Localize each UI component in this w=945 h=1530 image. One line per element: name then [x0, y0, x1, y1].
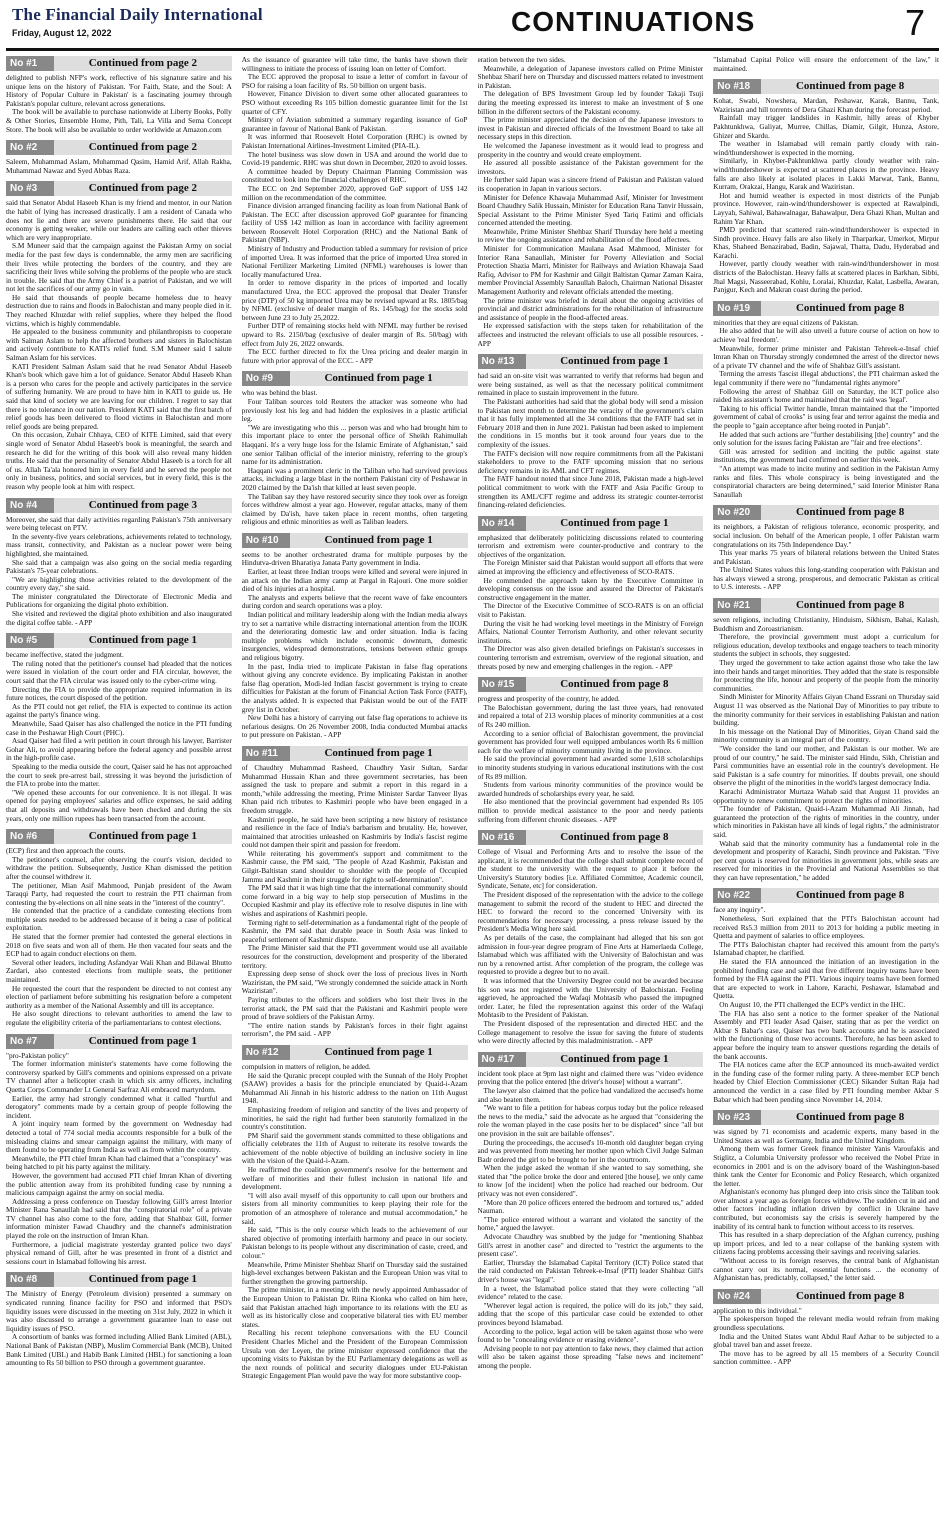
story-paragraph: eration between the two sides.	[477, 56, 566, 64]
story-paragraph: Expressing deep sense of shock over the loss of precious lives in North Waziristan, the PM said, "We strongly condemned the suicide attack in North Waziristan".	[241, 969, 468, 996]
story-paragraph: Finance division arranged financing facility as loan from National Bank of Pakistan. The ECC after discussion approved GoP guarantee for financing facility of US$ 142 million as loan in accordance with facility agreement between Roosevelt Hotel Corporation (RHC) and the National Bank of Pakistan (NBP).	[241, 201, 468, 245]
continued-from-label: Continued from page 1	[526, 354, 704, 369]
continued-from-label: Continued from page 1	[54, 1034, 232, 1049]
continued-story	[713, 56, 939, 73]
continued-story	[242, 56, 468, 365]
story-header-bar	[713, 598, 939, 613]
story-paragraph: "More than 20 police officers entered the bedroom and tortured us," added Nauman.	[477, 1197, 704, 1216]
story-paragraph: Meanwhile, Prime Minister Shehbaz Sharif Thursday here held a meeting to review the ongoing assistance and rehabilitation of the flood affectees.	[477, 226, 704, 245]
story-header-bar	[6, 181, 232, 196]
story-paragraph: Minister for Communication Maulana Asad Mahmood, Minister for Interior Rana Sanaullah, Minister for Poverty Alleviation and Social Protection Shazia Marri, Minister for Railways and Aviation Khawaja Saad Rafiq, Advisor to PM for Kashmir and Gilgit Baltistan Qamar Zaman Kaira, member Provincial Assembly Sanaullah Baloch, Chairman National Disaster Management Authority and relevant officials attended the meeting.	[477, 244, 704, 297]
story-paragraph: Recalling his recent telephone conversations with the EU Council President Charles Michel and the President of the European Commission Ursula von der Leyen, the prime minister expressed confidence that the upcoming visits to Pakistan by the EU Parliamentary delegations as well as the next rounds of political and security dialogues under EU-Pakistan Strategic Engagement Plan would pave the way for more substantive coop-	[241, 1328, 468, 1381]
continued-from-label: Continued from page 3	[54, 498, 232, 513]
story-paragraph: The President disposed of the representation with the advice to the college management to submit the record of the student to HEC and directed the HEC to forward the record to the concerned University with its recommendations for necessary processing, a press release issued by the President's Media Wing here said.	[477, 890, 704, 934]
story-header-bar	[6, 1034, 232, 1049]
story-paragraph: According to the police, legal action will be taken against those who were found to be "concealing evidence or erasing evidence".	[477, 1326, 704, 1345]
story-paragraph: Emphasizing freedom of religion and sanctity of the lives and property of minorities, he said the right had further been statutorily formalized in the country's constitution.	[241, 1104, 468, 1132]
story-paragraph: It was informed that the University Degree could not be awarded because his son was not registered with the University of Balochistan. Feeling aggrieved, he approached the Wafaqi Mohtasib who passed the impugned order. Later, he filed the representation against this order of the Wafaqi Mohtasib to the President of Pakistan.	[477, 976, 704, 1020]
story-number: No #21	[713, 598, 761, 613]
story-paragraph: He contended that the practice of a candidate contesting elections from multiple seats needed to be addressed because of it being a case of political exploitation.	[6, 906, 232, 933]
story-paragraph: The ECC approved the proposal to issue a letter of comfort in favour of PSO for raising a loan facility of Rs. 50 billion on urgent basis.	[241, 72, 468, 90]
story-number: No #13	[478, 354, 526, 369]
story-paragraph: During the visit he had working level meetings in the Ministry of Foreign Affairs, National Counter Terrorism Authority, and other relevant security institutions.	[477, 618, 704, 645]
story-paragraph: However, Finance Division to divert some other allocated guarantees to PSO without exceeding Rs 105 billion domestic guarantee limit for the 1st quarter of CFY.	[241, 89, 468, 116]
story-paragraph: Following the arrest of Shahbaz Gill on Saturday, the ICT police also raided his assistant's home and maintained that the raid was 'legal'.	[713, 386, 939, 405]
story-paragraph: its neighbors, a Pakistan of religious tolerance, economic prosperity, and social inclusion. On behalf of the American people, I offer Pakistan warm congratulations on its 75th Independence Day."	[713, 522, 939, 549]
story-number: No #2	[6, 140, 54, 155]
story-paragraph: He welcomed the Japanese investment as it would lead to progress and prosperity in the country and would create employment.	[477, 140, 704, 159]
story-paragraph: "Wherever legal action is required, the police will do its job," they said, adding that the scope of this particular case could be extended to other provinces beyond Islamabad.	[477, 1300, 704, 1327]
continued-story	[6, 181, 232, 491]
story-paragraph: It was informed that Roosevelt Hotel Corporation (RHC) is owned by Pakistan International Airlines-Investment Limited (PIA-IL).	[241, 132, 468, 150]
story-paragraph: He also mentioned that the provincial government had expended Rs 105 million to provide medical assistance to the poor and needy patients suffering from different chronic diseases. - APP	[477, 797, 704, 824]
story-paragraph: said that Senator Abdul Haseeb Khan is my friend and mentor, in our Nation the habit of lying has increased drastically. I am a resident of Canada who does not lie and there are severe punishments there. He said that our economy is getting weaker, while our leaders are calling each other thieves which are very inappropriate.	[6, 198, 232, 242]
story-paragraph: Karachi Administrator Murtaza Wahab said that August 11 provides an opportunity to renew commitment to protect the rights of minorities.	[713, 786, 939, 805]
continued-from-label: Continued from page 8	[761, 79, 939, 94]
story-paragraph: Similarly, in Khyber-Pakhtunkhwa partly cloudy weather with rain-wind/thundershower is expected at scattered places in the province. Heavy falls are also likely at isolated places in Lakki Marwat, Tank, Bannu, Kurram, Orakzai, Hangu, Karak and Waziristan.	[713, 156, 939, 192]
continued-story	[713, 301, 939, 499]
story-paragraph: "The entire nation stands by Pakistan's forces in their fight against terrorism", the PM said. - APP	[241, 1020, 468, 1039]
story-paragraph: In order to remove disparity in the prices of imported and locally manufactured Urea, the ECC approved the proposal that Dealer Transfer price (DTP) of 50 kg imported Urea may be revised upward at Rs. 1805/bag by NFML (exclusive of dealer margin of Rs. 145/bag) for the stocks sold between June 23 to July 25,2022.	[241, 278, 468, 322]
story-paragraph: of Chaudhry Muhammad Rasheed, Chaudhry Yasir Sultan, Sardar Muhammad Hussain Khan and three government secretaries, has been assigned the task to prepare and submit a report in this regard in a month,"while addressing the meeting, Prime Minister Sardar Tanveer Ilyas Khan paid rich tributes to Kashmiri people who have been engaged in a freedom struggle.	[241, 762, 468, 815]
continued-story	[713, 1289, 939, 1367]
story-header-bar	[242, 746, 468, 761]
story-paragraph: Terming the arrests 'fascist illegal abductions', the PTI chairman asked the legal community if there were no "fundamental rights anymore"	[713, 369, 939, 387]
story-paragraph: Indian political and military leadership along with the Indian media always try to set a narrative while distracting international attention from the IIOJK and the deteriorating domestic law and order situation. India is facing multiple problems which include economic downturn, domestic insurgencies, widespread demonstrations, tensions between ethnic groups and religious bigotry.	[241, 610, 468, 662]
story-paragraph: emphasized that deliberately politicizing discussions related to countering terrorism and extremism were counter-productive and contrary to the objectives of the organization.	[477, 532, 704, 559]
story-paragraph: She said that a campaign was also going on the social media regarding Pakistan's 75-year celebrations.	[6, 557, 232, 576]
continued-from-label: Continued from page 1	[290, 746, 468, 761]
continued-story	[478, 677, 704, 824]
story-paragraph: The lawyer also claimed that the police had vandalized the accused's home and also beaten them.	[477, 1085, 704, 1104]
masthead	[6, 0, 939, 51]
story-paragraph: During the proceedings, the accused's 10-month old daughter began crying and was prevented from meeting her mother upon which Civil Judge Salman Badr ordered the girl to be brought to her in the courtroom.	[477, 1137, 704, 1164]
continued-from-label: Continued from page 1	[54, 829, 232, 844]
story-paragraph: Haqqani was a prominent cleric in the Taliban who had survived previous attacks, including a large blast in the northern Pakistani city of Peshawar in 2020 claimed by the Da'ish that killed at least seven people.	[241, 465, 468, 492]
story-paragraph: Among them was former Greek finance minister Yanis Varoufakis and Stiglitz, a Columbia University professor who received the Nobel Prize in economics in 2001 and is on the advisory board of the Washington-based think tank the Center for Economic and Policy Research, which organized the letter.	[713, 1144, 939, 1188]
story-paragraph: The hotel business was slow down in USA and around the world due to Covid-19 pandemic. RHC was shut down in December, 2020 to avoid losses.	[241, 149, 468, 168]
story-header-bar	[478, 830, 704, 845]
story-paragraph: "I will also avail myself of this opportunity to call upon our brothers and sisters from all minority communities to keep playing their role for the promotion of an atmosphere of tolerance and mutual accommodation," he said.	[241, 1190, 468, 1226]
story-number: No #17	[478, 1052, 526, 1067]
story-paragraph: The Prime Minister said that the PTI government would use all available resources for the construction, development and prosperity of the liberated territory.	[241, 943, 468, 970]
continued-story	[6, 1034, 232, 1267]
story-paragraph: The move has to be agreed by all 15 members of a Security Council sanction committee. - APP	[713, 1348, 939, 1367]
story-paragraph: He stated the FIA announced the initiation of an investigation in the prohibited funding case and said that five different inquiry teams have been formed by the FIA against the PTI. Various inquiry teams have been formed that are expected to work in Lahore, Karachi, Peshawar, Islamabad and Quetta.	[713, 957, 939, 1001]
story-paragraph: On August 10, the PTI challenged the ECP's verdict in the IHC.	[719, 1000, 906, 1009]
story-paragraph: "The police entered without a warrant and violated the sanctity of the home," argued the lawyer.	[477, 1214, 704, 1233]
story-paragraph: He also sought directions to relevant authorities to amend the law to regulate the eligibility criteria of the parliamentarians to contest elections.	[6, 1009, 232, 1027]
story-paragraph: The Director was also given detailed briefings on Pakistan's successes in countering terrorism and extremism, overview of the regional situation, and threats posed by new and emerging challenges in the region. - APP	[477, 644, 704, 671]
story-paragraph: The FIA has also sent a notice to the former speaker of the National Assembly and PTI leader Asad Qaiser, stating that as per the verdict on Akbar S Babar's case, Qaiser has two bank accounts and he is associated with the functioning of those two accounts. Therefore, he has been asked to appear before the inquiry team to answer questions regarding the details of the bank accounts.	[713, 1008, 939, 1061]
story-paragraph: Meanwhile, Saad Qaiser has also challenged the notice in the PTI funding case in the Peshawar High Court (PHC).	[6, 719, 232, 737]
story-paragraph: progress and prosperity of the country, he added.	[477, 694, 620, 704]
story-number: No #6	[6, 829, 54, 844]
story-paragraph: seven religions, including Christianity, Hinduism, Sikhism, Bahai, Kalash, Buddhism and Zoroastrianism.	[713, 615, 939, 633]
continued-story	[713, 505, 939, 592]
story-number: No #24	[713, 1289, 761, 1304]
story-paragraph: Kohat, Swabi, Nowshera, Mardan, Peshawar, Karak, Bannu, Tank, Waziristan and hill torrents of Dera Ghazi Khan during the forecast period.	[713, 96, 939, 114]
story-paragraph: He stated that the former premier had contested the general elections in 2018 on five seats and won all of them. He then vacated four seats and the ECP had to again conduct elections on them.	[6, 932, 232, 959]
story-paragraph: The prime minister was briefed in detail about the ongoing activities of provincial and district administrations for the rehabilitation of infrastructure and assistance of people in the flood-affected areas.	[477, 295, 704, 322]
story-paragraph: He assured all possible assistance of the Pakistan government for the investors.	[477, 158, 704, 176]
continued-story	[713, 1110, 939, 1283]
story-paragraph: KATI President Salman Aslam said that he read Senator Abdul Haseeb Khan's book which gave him a lot of guidance. Senator Abdul Haseeb Khan is a person who cares for the people and actively participates in the service of suffering humanity. We are proud to have him in KATI to guide us. He said that kind of society we are leaving for our children. I regret to say that there is no tolerance in our nation. President KATI said that the first batch of relief goods has been delivered to flood victims in Balochistan and more relief goods are being prepared.	[6, 361, 232, 431]
story-paragraph: was signed by 71 economists and academic experts, many based in the United States as well as Germany, India and the United Kingdom.	[713, 1127, 939, 1145]
story-paragraph: He appealed to the business community and philanthropists to cooperate with Salman Aslam to help the affected brothers and sisters in Balochistan and actively contribute to KATI's relief fund. S.M Muneer said I salute Salman Aslam for his services.	[6, 327, 232, 363]
story-paragraph: The prime minister appreciated the decision of the Japanese investors to invest in Pakistan and directed officials of the Investment Board to take all necessary steps in this direction.	[477, 115, 704, 142]
story-paragraph: Meanwhile, a delegation of Japanese investors called on Prime Minister Shehbaz Sharif here on Thursday and discussed matters related to investment in Pakistan.	[477, 63, 704, 90]
story-paragraph: As the PTI could not get relief, the FIA is expected to continue its action against the party's finance wing.	[6, 701, 232, 720]
story-paragraph: The spokesperson hoped the relevant media would refrain from making groundless speculations.	[713, 1314, 939, 1332]
issue-date: Friday, August 12, 2022	[12, 28, 112, 38]
story-paragraph: He expressed satisfaction with the steps taken for rehabilitation of the affectees and instructed the relevant officials to use all possible resources. - APP	[477, 321, 704, 348]
story-paragraph: He said, "This is the only course which leads to the achievement of our shared objective of promoting interfaith harmony and peace in our society. Pakistan belongs to its people without any discrimination of caste, creed, and colour."	[241, 1225, 468, 1260]
continued-story	[713, 888, 939, 1104]
continued-story	[6, 829, 232, 1027]
story-paragraph: The Foreign Minister said that Pakistan would support all efforts that were aimed at improving the efficiency and effectiveness of SCO-RATS.	[477, 558, 704, 577]
continued-story	[478, 516, 704, 672]
story-paragraph: This has resulted in a sharp depreciation of the Afghan currency, pushing up import prices, and led to a near collapse of the banking system with citizens facing problems accessing their savings and receiving salaries.	[713, 1230, 939, 1257]
page-number: 7	[904, 2, 925, 43]
story-paragraph: Speaking to the media outside the court, Qaiser said he has not approached the court to seek pre-arrest bail, stressing it was beyond the jurisdiction of the FIA to probe into the matter.	[6, 761, 232, 789]
story-paragraph: became ineffective, stated the judgment.	[6, 650, 124, 660]
story-number: No #20	[713, 505, 761, 520]
story-number: No #22	[713, 888, 761, 903]
story-paragraph: compulsion in matters of religion, he added.	[241, 1061, 371, 1071]
story-paragraph: Hot and humid weather is expected in most districts of the Punjab province. However, rain-wind/thundershower is expected at Rawalpindi, Layyah, Sahiwal, Bahawalnagar, Bahawalpur, Dera Ghazi Khan, Multan and Rahim Yar Khan.	[713, 190, 939, 226]
story-paragraph: The ECC on 2nd September 2020, approved GoP support of US$ 142 million on the recommendation of the committee.	[241, 183, 468, 202]
story-number: No #12	[242, 1045, 290, 1060]
section-title: CONTINUATIONS	[511, 6, 756, 37]
story-header-bar	[713, 79, 939, 94]
story-number: No #19	[713, 301, 761, 316]
story-paragraph: Meanwhile, Prime Minister Shehbaz Sharif on Thursday said the sustained high-level exchanges between Pakistan and the European Union was vital to further strengthen the growing partnership.	[241, 1259, 468, 1286]
story-number: No #4	[6, 498, 54, 513]
continued-story	[242, 533, 468, 740]
story-header-bar	[713, 1289, 939, 1304]
story-paragraph: The Balochistan government, during the last three years, had renovated and repaired a total of 213 worship places of minority communities at a cost of Rs 240 million.	[477, 702, 704, 729]
story-paragraph: As the issuance of guarantee will take time, the banks have shown their willingness to initiate the process of issuing loan on letter of Comfort.	[241, 56, 468, 73]
story-paragraph: India and the United States want Abdul Rauf Azhar to be subjected to a global travel ban and asset freeze.	[713, 1331, 939, 1350]
column-2	[242, 56, 468, 1528]
story-number: No #3	[6, 181, 54, 196]
story-paragraph: College of Visual and Performing Arts and to resolve the issue of the applicant, it is recommended that the college shall submit complete record of the student to the university with the request to place it before the University's Statutory bodies [i.e. Affiliated Committee, Academic council, Syndicate, Senate, etc] for consideration.	[477, 847, 704, 891]
continued-from-label: Continued from page 1	[526, 516, 704, 531]
story-paragraph: "Without access to its foreign reserves, the central bank of Afghanistan cannot carry out its normal, essential functions ... the economy of Afghanistan has, predictably, collapsed," the letter said.	[713, 1256, 939, 1283]
continued-story	[713, 79, 939, 295]
story-paragraph: Saleem, Muhammad Aslam, Muhammad Qasim, Hamid Arif, Allah Rakha, Muhammad Nawaz and Syed Abbas Raza.	[6, 157, 232, 175]
story-paragraph: Therefore, the provincial government must adopt a curriculum for religious education, develop textbooks and engage teachers to teach minority students the subject in schools, they suggested.	[713, 632, 939, 659]
story-paragraph: He commended the approach taken by the Executive Committee in developing consensus on the issue and assured the Director of Pakistan's constructive engagement in the matter.	[477, 575, 704, 602]
story-paragraph: "We are investigating who this ... person was and who had brought him to this important place to enter the personal office of Sheikh Rahimullah Haqqani. It's a very huge loss for the Islamic Emirate of Afghanistan," said one senior Taliban official of the interior ministry, referring to the group's name for its administration.	[241, 422, 468, 467]
story-paragraph: who was behind the blast.	[241, 388, 318, 398]
story-number: No #11	[242, 746, 290, 761]
story-paragraph: Advising people to not pay attention to fake news, they claimed that action will also be taken against those spreading "false news and incitement" among the people.	[477, 1343, 704, 1370]
story-paragraph: (ECP) first and then approach the courts.	[6, 846, 126, 856]
story-number: No #15	[478, 677, 526, 692]
story-paragraph: The PM said that it was high time that the international community should come forward in a big way to help stop persecution of Muslims in the Occupied Kashmir and play its effective role to resolve disputes in line with wishes and aspirations of Kashmiri people.	[241, 883, 468, 919]
story-paragraph: seems to be another orchestrated drama for multiple purposes by the Hindutva-driven Bharatiya Janata Party government in India.	[241, 549, 468, 568]
story-paragraph: The President disposed of the representation and directed HEC and the College management to resolve the issue for saving the future of students who were directly affected by this maladministration. - APP	[477, 1018, 704, 1046]
column-4	[713, 56, 939, 1528]
story-paragraph: He said the Quranic precept coupled with the Sunnah of the Holy Prophet (SAAW) provides a basis for the principle enunciated by Quaid-i-Azam Muhammad Ali Jinnah in his historic address to the nation on 11th August 1948.	[241, 1070, 468, 1106]
story-paragraph: had said an on-site visit was warranted to verify that reforms had begun and were being sustained, as well as that the necessary political commitment remained in place to sustain improvement in the future.	[477, 371, 704, 398]
continued-from-label: Continued from page 1	[290, 371, 468, 386]
story-paragraph: delighted to publish NFP's work, reflective of his signature satire and his unique lens on the history of Pakistan. 'For Faith, State, and the Soul: A History of Popular Culture in Pakistan' is a fascinating journey through Pakistan's popular culture, relevant across generations.	[6, 73, 232, 108]
story-paragraph: A joint inquiry team formed by the government on Wednesday had detected a total of 774 social media accounts responsible for a bulk of the misleading claims and smear campaign against the military, with many of them found to be operating from India as well as from within the country.	[6, 1119, 232, 1155]
story-paragraph: The Ministry of Energy (Petroleum division) presented a summary on syndicated running finance facility for PSO and informed that PSO's liquidity issues were discussed in the meeting on 31st July, 2022 in which it was also discussed to arrange a government guarantee loan to ease out liquidity issues of PSO.	[6, 1289, 232, 1333]
story-header-bar	[6, 829, 232, 844]
story-paragraph: Moreover, she said that daily activities regarding Pakistan's 75th anniversary were being telecast on PTV.	[6, 514, 232, 533]
story-paragraph: Meanwhile, former prime minister and Pakistan Tehreek-e-Insaf chief Imran Khan on Thursday strongly condemned the arrest of the director news of a private TV channel and the wife of Shahbaz Gill's assistant.	[713, 343, 939, 370]
continued-story	[242, 371, 468, 527]
continued-from-label: Continued from page 8	[761, 598, 939, 613]
story-paragraph: PMD predicted that scattered rain-wind/thundershower is expected in Sindh province. Heavy falls are also likely in Tharparkar, Umerkot, Mirpur Khas, Shaheed Benazirabad, Badin, Sajawal, Thatta, Dadu, Hyderabad and Karachi.	[713, 225, 939, 260]
story-paragraph: He also added that he will also unveil a future course of action on how to achieve 'real freedom'.	[713, 326, 939, 345]
story-paragraph: application to this individual."	[713, 1305, 802, 1315]
story-paragraph: Rainfall may trigger landslides in Kashmir, hilly areas of Khyber Pakhtunkhwa, Galiyat, Murree, Chillas, Diamir, Gilgit, Hunza, Astore, Ghizer and Skardu.	[713, 113, 939, 140]
story-paragraph: Directing the FIA to provide the appropriate required information in its future notices, the court disposed of the petition.	[6, 684, 232, 703]
story-header-bar	[6, 498, 232, 513]
story-header-bar	[6, 1272, 232, 1287]
story-paragraph: Ministry of Industry and Production tabled a summary for revision of price of imported Urea. It was informed that the price of imported Urea stored in National Fertilizer Marketing Limited (NFML) warehouses is lower than locally manufactured Urea.	[241, 244, 468, 279]
continued-story	[6, 1272, 232, 1367]
story-header-bar	[713, 1110, 939, 1125]
story-paragraph: Meanwhile, the PTI chief Imran Khan had claimed that a "conspiracy" was being hatched to pit his party against the military.	[6, 1153, 232, 1172]
story-paragraph: While reiterating his government's support and commitment to the Kashmir cause, the PM said, "The people of Azad Kashmir, Pakistan and Gilgit-Baltistan stand shoulder to shoulder with the people of Occupied Jammu and Kashmir in their struggle for right to self-determination".	[241, 848, 468, 884]
story-paragraph: "Islamabad Capital Police will ensure the enforcement of the law," it maintained.	[713, 56, 939, 73]
story-paragraph: "We are highlighting those activities related to the development of the country every day," she said.	[6, 574, 232, 593]
continued-from-label: Continued from page 1	[54, 633, 232, 648]
story-paragraph: He requested the court that the respondent be directed to not contest any election of parliament before submitting his resignation before a competent authority as a member of the National Assembly and till its acceptance.	[6, 983, 232, 1010]
story-paragraph: The ruling noted that the petitioner's counsel had pleaded that the notices were issued in violation of the court order and FIA circular, however, the court said that the FIA circular was issued only to the cyber-crime wing.	[6, 658, 232, 686]
continued-from-label: Continued from page 8	[761, 1289, 939, 1304]
story-paragraph: Gill was arrested for sedition and inciting the public against state institutions, the government had confirmed on earlier this week.	[713, 446, 939, 465]
continued-story	[478, 354, 704, 510]
story-paragraph: The petitioner's counsel, after observing the court's vision, decided to withdraw the petition. Subsequently, Justice Khan dismissed the petition after the counsel withdrew it.	[6, 854, 232, 881]
continued-from-label: Continued from page 8	[526, 830, 704, 845]
story-paragraph: The book will be available to purchase nationwide at Liberty Books, Polly & Other Stories, Ensemble Home, Pith, Tali, La Villa and Sema Concept Store. The book will also be available to order worldwide at Amazon.com	[6, 107, 232, 134]
story-header-bar	[478, 677, 704, 692]
story-header-bar	[713, 505, 939, 520]
story-paragraph: The Pakistani authorities had said that the global body will send a mission to Pakistan next month to determine the veracity of the government's claim that it has fully implemented all the 34 conditions that the FATF had set in February 2018 and then in June 2021. Pakistan had been asked to implement the conditions in 15 months but it took around four years due to the complexity of the issues.	[477, 396, 704, 449]
story-paragraph: However, partly cloudy weather with rain-wind/thundershower in most districts of the Balochistan. Heavy falls at scattered places in Barkhan, Sibbi, Jhal Magsi, Nasseerabad, Kohlu, Loralai, Khuzdar, Kalat, Lasbella, Awaran, Panjgur, Kech and Makran coast during the period.	[713, 259, 939, 295]
continued-story	[6, 140, 232, 175]
story-header-bar	[478, 516, 704, 531]
continued-from-label: Continued from page 2	[54, 56, 232, 71]
story-paragraph: "We consider the land our mother, and Pakistan is our mother. We are proud of our country," he said. The minister said Hindu, Sikh, Christian and Parsi communities have an essential role in the country's development. He said Pakistan is a safe country for minorities. If doubts prevail, one should observe the plight of the minorities in the world's largest democracy India.	[713, 743, 939, 788]
story-paragraph: Students from various minority communities of the province would be awarded hundreds of scholarships every year, he said.	[477, 780, 704, 798]
story-paragraph: He further said Japan was a sincere friend of Pakistan and Pakistan valued its cooperation in Japan in various sectors.	[477, 175, 704, 193]
story-paragraph: The petitioner, Mian Asif Mahmood, Punjab president of the Awam Taraqqi Party, had requested the court to restrain the PTI chairman from contesting the by-elections on all nine seats in the "interest of the country".	[6, 880, 232, 907]
continued-from-label: Continued from page 8	[761, 888, 939, 903]
column-3	[478, 56, 704, 1528]
story-paragraph: In a tweet, the Islamabad police stated that they were collecting "all evidence" related to the case.	[477, 1283, 704, 1302]
story-paragraph: Terming right to self-determination as a fundamental right of the people of Kashmir, the PM said that durable peace in South Asia was linked to peaceful settlement of Kashmir dispute.	[241, 917, 468, 944]
story-header-bar	[242, 371, 468, 386]
story-paragraph: "We opened these accounts for our convenience. It is not illegal. It was opened for paying employees' salaries and office expenses, he said adding that all deposits and withdrawals have been checked and during the six years, only one million rupees has been transacted from the account.	[6, 787, 232, 823]
continued-story	[478, 56, 704, 348]
story-paragraph: However, the government had accused PTI chief Imran Khan of diverting the public attention away from its prohibited funding case by running a malicious campaign against the army on social media.	[6, 1170, 232, 1198]
story-paragraph: The FATF handout noted that since June 2018, Pakistan made a high-level political commitment to work with the FATF and Asia Pacific Group to strengthen its AML/CFT regime and address its strategic counter-terrorist financing-related deficiencies.	[477, 474, 704, 510]
continued-from-label: Continued from page 1	[526, 1052, 704, 1067]
story-number: No #18	[713, 79, 761, 94]
continued-from-label: Continued from page 2	[54, 181, 232, 196]
story-header-bar	[713, 888, 939, 903]
story-number: No #10	[242, 533, 290, 548]
story-paragraph: Several other leaders, including Asfandyar Wali Khan and Bilawal Bhutto Zardari, also contested elections from multiple seats, the petitioner maintained.	[6, 957, 232, 985]
story-paragraph: A committee headed by Deputy Chairman Planning Commission was constituted to look into the financial challenges of RHC.	[241, 166, 468, 185]
continued-from-label: Continued from page 8	[761, 301, 939, 316]
story-number: No #23	[713, 1110, 761, 1125]
story-paragraph: New Delhi has a history of carrying out false flag operations to achieve its nefarious designs. On 26 November 2008, India conducted Mumbai attacks to put pressure on Pakistan. - APP	[241, 713, 468, 740]
story-header-bar	[6, 633, 232, 648]
story-paragraph: Advocate Chaudhry was snubbed by the judge for "mentioning Shahbaz Gill's arrest in another case" and directed to "restrict the arguments to the present case".	[477, 1232, 704, 1259]
story-paragraph: The Director of the Executive Committee of SCO-RATS is on an official visit to Pakistan.	[477, 601, 704, 620]
continued-from-label: Continued from page 1	[290, 1045, 468, 1060]
continued-story	[713, 598, 939, 882]
story-paragraph: "pro-Pakistan policy"	[6, 1050, 69, 1060]
story-paragraph: "An attempt was made to incite mutiny and sedition in the Pakistan Army ranks and files. This whole conspiracy is being investigated and the conspiratorial characters are being determined," said Interior Minister Rana Sanaullah	[713, 463, 939, 499]
story-paragraph: This year marks 75 years of bilateral relations between the United States and Pakistan.	[713, 548, 939, 566]
continued-from-label: Continued from page 8	[526, 677, 704, 692]
story-paragraph: They urged the government to take action against those who take the law into their hands and target minorities. They added that the state is responsible for protecting the life, honour and property of the people from the minority communities.	[713, 658, 939, 693]
continued-story	[242, 746, 468, 1039]
story-paragraph: The ECC further directed to fix the Urea pricing and dealer margin in future with prior approval of the ECC. - APP	[241, 347, 468, 365]
story-paragraph: Further DTP of remaining stocks held with NFML may further be revised upward to Rs. 2150/bag (exclusive of dealer margin of Rs. 50/bag) with effect from July 26, 2022 onwards.	[241, 321, 468, 348]
story-number: No #8	[6, 1272, 54, 1287]
continued-story	[6, 633, 232, 823]
story-paragraph: According to a senior official of Balochistan government, the provincial government has provided four well equipped ambulances worth Rs 6 million each for the welfare of minority community living in the province.	[477, 728, 704, 755]
story-paragraph: incident took place at 9pm last night and claimed there was "video evidence proving that the police entered [the driver's house] without a warrant".	[477, 1068, 704, 1087]
story-paragraph: He said the provincial government had awarded some 1,618 scholarships to minority students studying in various educational institutions with the cost of Rs 89 million.	[477, 754, 704, 781]
story-paragraph: face any inquiry".	[713, 905, 766, 915]
story-paragraph: The former information minister's statements have come following the controversy sparked by Gill's comments and opinions expressed on a private TV channel after a helicopter crash in which six army officers, including Quetta Corps Commander Lt General Sarfraz Ali embraced martyrdom.	[6, 1059, 232, 1094]
newspaper-title: The Financial Daily International	[12, 5, 263, 24]
column-1	[6, 56, 232, 1528]
story-number: No #1	[6, 56, 54, 71]
story-number: No #7	[6, 1034, 54, 1049]
story-paragraph: In the past, India tried to implicate Pakistan in false flag operations without giving any concrete evidence. By implicating Pakistan in another false flag operation, Modi-led Indian fascist government is trying to create difficulties for Pakistan at the forum of Financial Action Task Force (FATF), the analysts added. It is expected that Pakistan would be out of the FATF grey list in October.	[241, 661, 468, 714]
continued-from-label: Continued from page 2	[54, 140, 232, 155]
story-header-bar	[6, 140, 232, 155]
story-paragraph: Furthermore, a judicial magistrate yesterday granted police two days' physical remand of Gill, after he was presented in front of a district and sessions court in Islamabad following his arrest.	[6, 1239, 232, 1266]
story-paragraph: He reaffirmed the coalition government's resolve for the betterment and welfare of minorities and their fullest inclusion in national life and development.	[241, 1165, 468, 1192]
continued-story	[478, 1052, 704, 1371]
story-paragraph: Ministry of Aviation submitted a summary regarding issuance of GoP guarantee in favour of National Bank of Pakistan.	[241, 115, 468, 133]
story-paragraph: Asad Qaiser had filed a writ petition in court through his lawyer, Barrister Gohar Ali, to avoid appearing before the federal agency and possible arrest in the high-profile case.	[6, 736, 232, 763]
story-paragraph: On this occasion, Zubair Chhaya, CEO of KITE Limited, said that every single word of Senator Abdul Haseeb's book is meaningful, the search and research he did for the writing of this book will also reveal many hidden truths. He said that the personality of Senator Abdul Haseeb is a torch for all of us. Allah Ta'ala honored him in every field and he served the people not only in business, politics, and social services, but in every field, this is the reason why people look at him with respect.	[6, 430, 232, 491]
story-paragraph: The analysts and experts believe that the recent wave of fake encounters during cordon and search operations was a ploy.	[241, 592, 468, 611]
story-paragraph: S.M Muneer said that the campaign against the Pakistan Army on social media for the past few days is condemnable, the army men are sacrificing their lives while protecting the borders of the country, and they are sacrificing their lives while solving the problems of the people who are stuck in trouble. He said that the Army Chief is a patriot of Pakistan, and we will not let the sacrifices of our army go in vain.	[6, 241, 232, 294]
story-number: No #9	[242, 371, 290, 386]
story-paragraph: PM Sharif said the government stands committed to these obligations and officially celebrates the 11th of August to reiterate its resolve towards the achievement of the noble objective of building an inclusive society in line with the vision of the Quaid-i-Azam.	[241, 1130, 468, 1166]
story-paragraph: Wahab said that the minority community has a fundamental role in the development and prosperity of Karachi, Sindh province and Pakistan. "Five per cent quota is reserved for minorities in government jobs, while seats are reserved for minorities in the Provincial and National Assemblies so that they can have representation," he added	[713, 838, 939, 882]
story-paragraph: Afghanistan's economy has plunged deep into crisis since the Taliban took over almost a year ago as foreign forces withdrew. The sudden cut in aid and other factors including inflation driven by conflict in Ukraine have contributed, but economists say the crisis is severely hampered by the inability of its central bank to function without access to its reserves.	[713, 1187, 939, 1231]
story-paragraph: The United States values this long-standing cooperation with Pakistan and has always viewed a strong, prosperous, and democratic Pakistan as critical to U.S. interests. - APP	[713, 565, 939, 592]
story-paragraph: Sindh Minister for Minority Affairs Giyan Chand Essrani on Thursday said August 11 was observed as the National Day of Minorities to pay tribute to the minority community for their services in establishing Pakistan and nation building.	[713, 692, 939, 728]
story-paragraph: In the seventy-five years celebrations, achievements related to technology, mass transit, connectivity, and Pakistan as a nuclear power were being highlighted, she maintained.	[6, 531, 232, 558]
story-header-bar	[478, 1052, 704, 1067]
story-paragraph: Four Taliban sources told Reuters the attacker was someone who had previously lost his leg and had hidden the explosives in a plastic artificial leg.	[241, 396, 468, 424]
continued-story	[6, 56, 232, 134]
story-paragraph: He added that such actions are "further destabilising [the] country" and the only solution for the issues facing Pakistan are "fair and free elections".	[713, 429, 939, 448]
story-header-bar	[713, 301, 939, 316]
story-paragraph: The delegation of BPS Investment Group led by founder Takaji Tsuji during the meeting expressed its interest to make an investment of $ one billion in the different sectors of the Pakistani economy.	[477, 89, 704, 116]
continued-from-label: Continued from page 1	[54, 1272, 232, 1287]
article-columns	[6, 51, 939, 1528]
story-paragraph: Earlier, at least three Indian troops were killed and several were injured in an attack on the Indian army camp at Pargal in Rajouri. One more soldier died of his injuries at a hospital.	[241, 567, 468, 594]
story-header-bar	[478, 354, 704, 369]
story-paragraph: A consortium of banks was formed including Allied Bank Limited (ABL), National Bank of Pakistan (NBP), Muslim Commercial Bank (MCB), United Bank Limited (UBL) and Habib Bank Limited (HBL) for sanctioning a loan amounting to Rs 50 billion to PSO through a government guarantee.	[6, 1332, 232, 1368]
story-paragraph: Earlier, Thursday the Islamabad Capital Territory (ICT) Police stated that the raid conducted on Pakistan Tehreek-e-Insaf (PTI) leader Shahbaz Gill's driver's house was "legal".	[477, 1257, 704, 1284]
story-paragraph: Nonetheless, Suri explained that the PTI's Balochistan account had received Rs5.3 million from 2011 to 2013 for holding a public meeting in Quetta and payment of salaries to office employees.	[713, 914, 939, 941]
story-paragraph: He said that thousands of people became homeless due to heavy destruction due to rains and floods in Balochistan and many people died in it. They reached Khuzdar with relief supplies, where they helped the flood victims, which is highly commendable.	[6, 292, 232, 328]
story-paragraph: When the judge asked the woman if she wanted to say something, she stated that "the police broke the door and entered [the house], we only came to know [of the incident] when the police had reached our bedroom. Our privacy was not even considered".	[477, 1163, 704, 1199]
story-paragraph: The weather in Islamabad will remain partly cloudy with rain-wind/thundershower is expected in the morning.	[713, 139, 939, 157]
story-paragraph: Kashmiri people, he said have been scripting a new history of resistance and resilience in the face of India's barbarism and brutality. He, however, maintained that atrocities unleashed on Kashmiris by India's fascist regime could not dampen their spirit and passion for freedom.	[241, 814, 468, 850]
continued-from-label: Continued from page 8	[761, 1110, 939, 1125]
continued-story	[478, 830, 704, 1046]
story-header-bar	[242, 1045, 468, 1060]
story-paragraph: "We want to file a petition for habeas corpus today but the police released the news to the media," said the advocate as he argued that "considering the role the woman played in the case posits her to be displaced" since "all but one provision in the suit are bailable offenses".	[477, 1103, 704, 1138]
story-header-bar	[6, 56, 232, 71]
story-number: No #5	[6, 633, 54, 648]
story-paragraph: The FATF's decision will now require commitments from all the Pakistani stakeholders to prove to the FATF upcoming mission that no serious deficiency remains in its AML and CFT regimes.	[477, 448, 704, 475]
story-paragraph: As per details of the case, the complainant had alleged that his son got admission in four-year degree program of Fine Arts at Hamerlaeda College, Islamabad which was affiliated with the University of Balochistan and was run by a renowned artist. After completion of the program, the college was requested to provide a degree but to no avail.	[477, 933, 704, 977]
story-number: No #16	[478, 830, 526, 845]
continued-from-label: Continued from page 8	[761, 505, 939, 520]
continued-story	[6, 498, 232, 628]
story-paragraph: She visited and reviewed the digital photo exhibition and also inaugurated the digital coffee table. - APP	[6, 609, 232, 627]
story-paragraph: Earlier, the army had strongly condemned what it called "hurtful and derogatory" comments made by a certain group of people following the incident.	[6, 1093, 232, 1120]
story-paragraph: Taking to his official Twitter handle, Imran maintained that the "imported government of cabal of crooks" is using fear and terror against the media and the people to "gain acceptance after being rooted in Punjab".	[713, 403, 939, 430]
continued-story	[242, 1045, 468, 1381]
story-paragraph: Minister for Defence Khawaja Muhammad Asif, Minister for Investment Board Chaudhry Salik Hussain, Minister for Education Rana Tanvir Hussain, Special Assistant to the Prime Minister Syed Tariq Fatimi and officials concerned attended the meeting.	[477, 192, 704, 228]
continued-from-label: Continued from page 1	[290, 533, 468, 548]
story-paragraph: The prime minister, in a meeting with the newly appointed Ambassador of the European Union to Pakistan Dr. Riina Kionka who called on him here, said that Pakistan attached high importance to its relations with the EU as well as its historically close and cooperative bilateral ties with EU member states.	[241, 1285, 468, 1329]
story-paragraph: minorities that they are equal citizens of Pakistan.	[713, 317, 859, 327]
story-paragraph: The FIA notices came after the ECP announced its much-awaited verdict in the funding case of the former ruling party. A three-member ECP bench headed by Chief Election Commissioner (CEC) Sikander Sultan Raja had announced the verdict in a case filed by PTI founding member Akbar S Babar which had been pending since November 14, 2014.	[713, 1060, 939, 1104]
story-paragraph: "The founder of Pakistan, Quaid-i-Azam Muhammad Ali Jinnah, had guaranteed the protection of the rights of minorities in the country, under which minorities in Pakistan have all kinds of legal rights," the administrator said.	[713, 804, 939, 839]
story-header-bar	[242, 533, 468, 548]
story-paragraph: Paying tributes to the officers and soldiers who lost their lives in the terrorist attack, the PM said that the Pakistani and Kashmiri people were proud of brave soldiers of the Pakistan Army.	[241, 994, 468, 1022]
story-paragraph: The PTI's Balochistan chapter had received this amount from the party's Islamabad chapter, he clarified.	[713, 939, 939, 958]
story-paragraph: In his message on the National Day of Minorities, Giyan Chand said the minority community is an integral part of the country.	[713, 726, 939, 745]
story-paragraph: The Taliban say they have restored security since they took over as foreign forces withdrew almost a year ago. However, regular attacks, many of them claimed by Da'ish, have taken place in recent months, often targeting religious and ethnic minorities as well as Taliban leaders.	[241, 491, 468, 527]
story-number: No #14	[478, 516, 526, 531]
story-paragraph: Addressing a press conference on Tuesday following Gill's arrest Interior Minister Rana Sanaullah had said that the "conspiratorial role" of a private TV channel has also come to the fore, adding that Shahbaz Gill, former information minister Fawad Chaudhry and the channel's administration played the role on the instruction of Imran Khan.	[6, 1196, 232, 1241]
story-paragraph: The minister congratulated the Directorate of Electronic Media and Publications for organizing the digital photo exhibition.	[6, 591, 232, 610]
